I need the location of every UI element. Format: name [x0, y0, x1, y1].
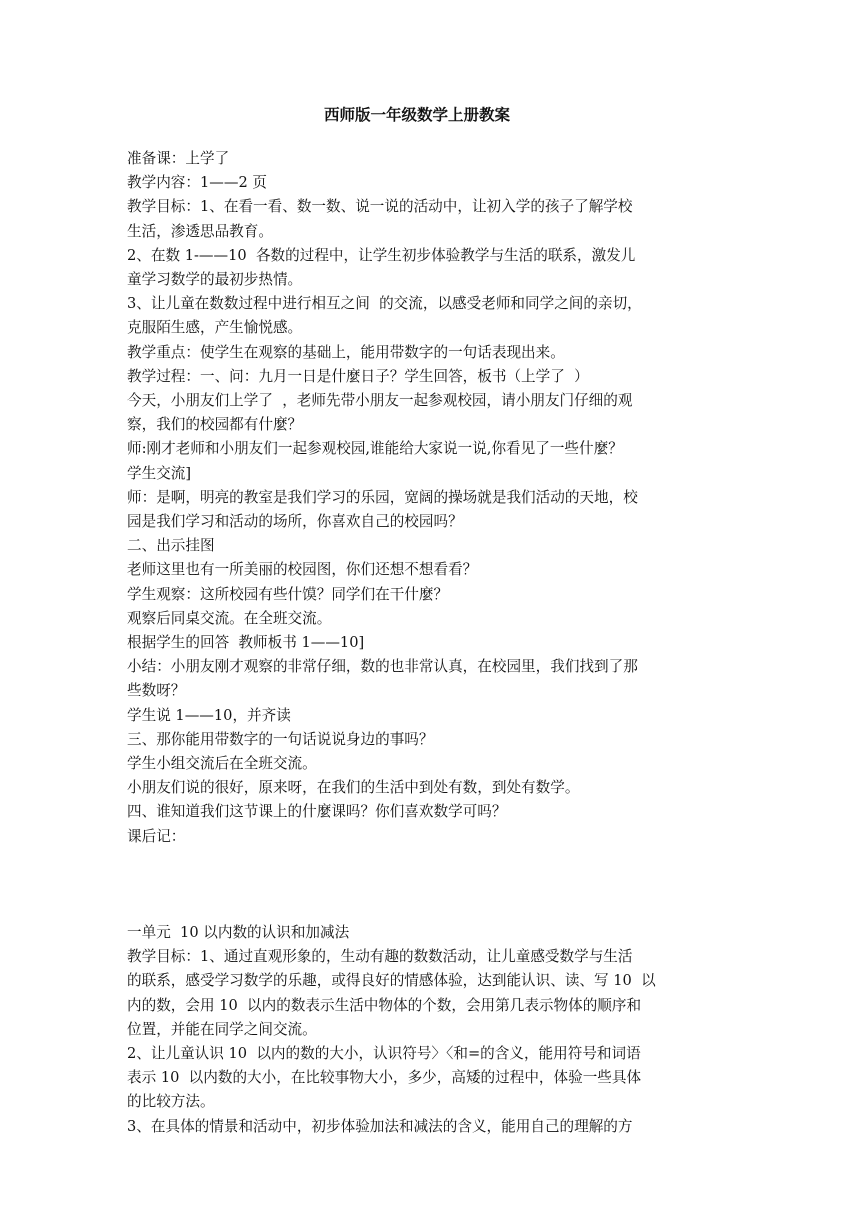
text-line: 生活，渗透思品教育。: [127, 222, 273, 240]
text-line: 学生观察：这所校园有些什馍？同学们在干什麼？: [127, 585, 449, 603]
text-line: 今天，小朋友们上学了 ，老师先带小朋友一起参观校园，请小朋友门仔细的观: [127, 392, 633, 410]
text-line: 课后记：: [127, 827, 186, 845]
blank-space: [127, 849, 737, 921]
text-line: 表示 10 以内数的大小，在比较事物大小，多少，高矮的过程中，体验一些具体: [127, 1069, 642, 1087]
text-line: 克服陌生感，产生愉悦感。: [127, 319, 303, 337]
text-line: 教学重点：使学生在观察的基础上，能用带数字的一句话表现出来。: [127, 343, 565, 361]
text-line: 学生交流]: [127, 464, 192, 482]
text-line: 的比较方法。: [127, 1093, 215, 1111]
text-line: 三、那你能用带数字的一句话说说身边的事吗？: [127, 730, 434, 748]
text-line: 2、让儿童认识 10 以内的数的大小，认识符号〉〈和=的含义，能用符号和词语: [127, 1044, 641, 1062]
text-line: 小朋友们说的很好，原来呀，在我们的生活中到处有数，到处有数学。: [127, 779, 580, 797]
text-line: 老师这里也有一所美丽的校园图，你们还想不想看看？: [127, 561, 478, 579]
text-line: 3、让儿童在数数过程中进行相互之间 的交流，以感受老师和同学之间的亲切，: [127, 295, 642, 313]
text-line: 准备课：上学了: [127, 150, 230, 167]
text-line: 根据学生的回答 教师板书 1——10]: [127, 634, 365, 652]
text-line: 学生说 1——10，并齐读: [127, 706, 291, 724]
text-line: 学生小组交流后在全班交流。: [127, 755, 317, 773]
text-line: 些数呀？: [127, 682, 186, 700]
text-line: 师:刚才老师和小朋友们一起参观校园,谁能给大家说一说,你看见了一些什麼？: [127, 440, 623, 458]
document-title: 西师版一年级数学上册教案: [323, 105, 510, 124]
text-line: 童学习数学的最初步热情。: [127, 271, 303, 289]
section-preparation-lesson: [127, 147, 737, 849]
text-line: 教学内容：1——2 页: [127, 174, 267, 192]
text-line: 一单元 10 以内数的认识和加减法: [127, 923, 350, 941]
text-line: 教学目标：1、通过直观形象的，生动有趣的数数活动，让儿童感受数学与生活: [127, 948, 633, 966]
text-line: 2、在数 1-——10 各数的过程中，让学生初步体验教学与生活的联系，激发儿: [127, 246, 636, 264]
text-line: 师：是啊，明亮的教室是我们学习的乐园，宽阔的操场就是我们活动的天地，校: [127, 488, 638, 506]
text-line: 小结：小朋友刚才观察的非常仔细，数的也非常认真，在校园里，我们找到了那: [127, 658, 638, 676]
text-line: 察，我们的校园都有什麼？: [127, 416, 303, 434]
section-unit-one: [127, 921, 737, 1139]
text-line: 位置，并能在同学之间交流。: [127, 1020, 317, 1038]
text-line: 教学目标：1、在看一看、数一数、说一说的活动中，让初入学的孩子了解学校: [127, 198, 633, 216]
text-line: 教学过程：一、问：九月一日是什麼日子？学生回答，板书（上学了 ）: [127, 367, 589, 385]
text-line: 的联系，感受学习数学的乐趣，或得良好的情感体验，达到能认识、读、写 10 以: [127, 972, 656, 990]
text-line: 四、谁知道我们这节课上的什麼课吗？你们喜欢数学可吗？: [127, 803, 507, 821]
text-line: 观察后同桌交流。在全班交流。: [127, 609, 332, 627]
text-line: 园是我们学习和活动的场所，你喜欢自己的校园吗？: [127, 513, 463, 531]
text-line: 内的数，会用 10 以内的数表示生活中物体的个数，会用第几表示物体的顺序和: [127, 996, 642, 1014]
text-line: 二、出示挂图: [127, 537, 215, 555]
text-line: 3、在具体的情景和活动中，初步体验加法和减法的含义，能用自己的理解的方: [127, 1117, 633, 1135]
document-body: [127, 103, 737, 1139]
